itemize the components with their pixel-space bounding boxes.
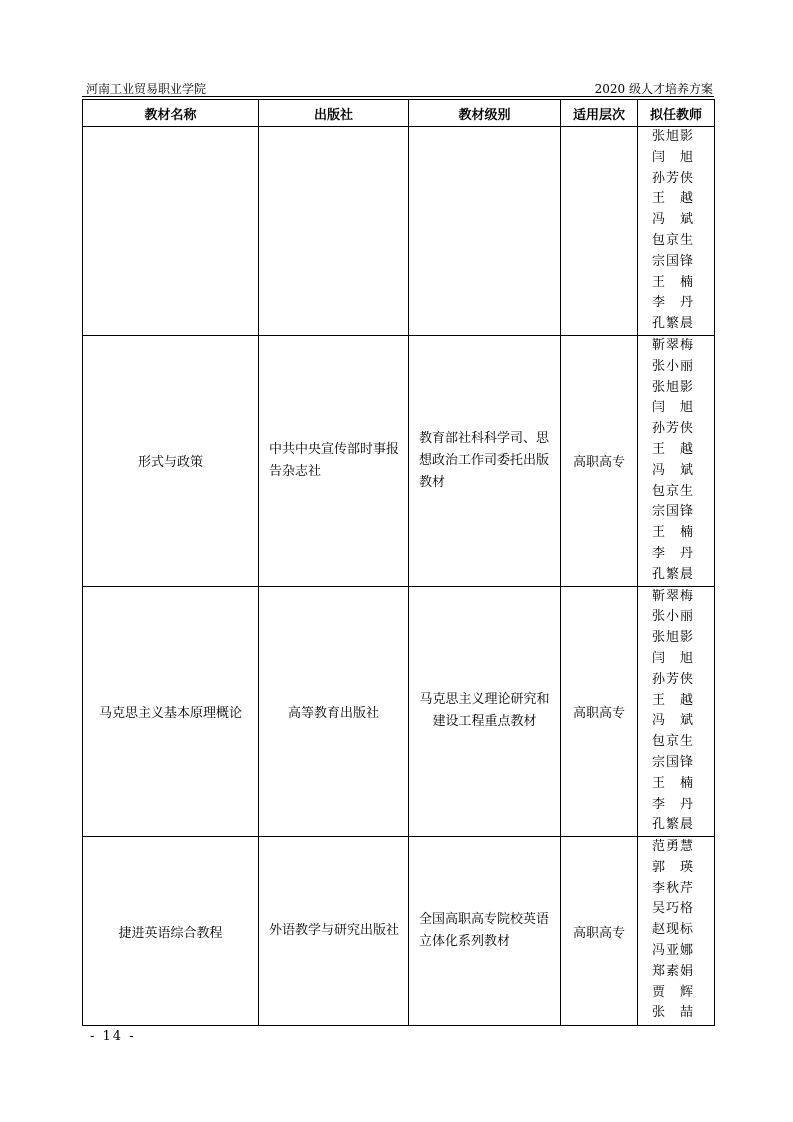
document-title: 2020 级人才培养方案: [594, 82, 713, 96]
teacher-name: 王 楠: [652, 274, 695, 290]
textbook-name: [83, 127, 259, 336]
textbook-level: [409, 127, 561, 336]
teacher-name: 王 越: [652, 191, 695, 207]
publisher: 中共中央宣传部时事报告杂志社: [259, 335, 409, 586]
textbook-level: 马克思主义理论研究和建设工程重点教材: [409, 586, 561, 837]
teacher-name: 王 楠: [652, 525, 695, 541]
teacher-name: 范勇慧: [652, 839, 695, 855]
table-header-row: [83, 100, 715, 127]
teacher-name: 孔繁晨: [652, 817, 695, 833]
teacher-name: 包京生: [652, 232, 695, 248]
teacher-list: [638, 335, 715, 586]
textbook-name: 捷进英语综合教程: [83, 837, 259, 1026]
publisher: 外语教学与研究出版社: [259, 837, 409, 1026]
teacher-name: 张小丽: [652, 358, 695, 374]
table-row: [83, 127, 715, 336]
applicable-tier: [561, 127, 638, 336]
teacher-name: 张 喆: [652, 1005, 695, 1021]
column-header-publisher: 出版社: [259, 100, 409, 127]
teacher-name: 包京生: [652, 483, 695, 499]
teacher-name: 靳翠梅: [652, 337, 695, 353]
teacher-name: 冯亚娜: [652, 943, 695, 959]
teacher-name: 冯 斌: [652, 713, 695, 729]
textbook-level: 教育部社科科学司、思想政治工作司委托出版教材: [409, 335, 561, 586]
teacher-name: 赵现标: [652, 922, 695, 938]
teacher-list: [638, 586, 715, 837]
teacher-name: 王 越: [652, 441, 695, 457]
teacher-list: [638, 127, 715, 336]
teacher-name: 包京生: [652, 734, 695, 750]
column-header-teachers: 拟任教师: [638, 100, 715, 127]
teacher-name: 孙芳侠: [652, 421, 695, 437]
teacher-name: 贾 辉: [652, 984, 695, 1000]
applicable-tier: 高职高专: [561, 837, 638, 1026]
teacher-name: 李秋芹: [652, 880, 695, 896]
textbook-name: 马克思主义基本原理概论: [83, 586, 259, 837]
teacher-name: 孙芳侠: [652, 671, 695, 687]
teacher-name: 王 楠: [652, 775, 695, 791]
teacher-name: 宗国锋: [652, 504, 695, 520]
table-row: [83, 586, 715, 837]
teacher-name: 宗国锋: [652, 754, 695, 770]
teacher-name: 孙芳侠: [652, 170, 695, 186]
publisher: 高等教育出版社: [259, 586, 409, 837]
publisher: [259, 127, 409, 336]
teacher-name: 张旭影: [652, 129, 695, 144]
teacher-name: 靳翠梅: [652, 588, 695, 604]
applicable-tier: 高职高专: [561, 586, 638, 837]
teacher-name: 冯 斌: [652, 212, 695, 228]
teacher-list: [638, 837, 715, 1026]
applicable-tier: 高职高专: [561, 335, 638, 586]
teacher-name: 孔繁晨: [652, 316, 695, 332]
institution-name: 河南工业贸易职业学院: [86, 82, 207, 96]
teacher-name: 张旭影: [652, 630, 695, 646]
teacher-name: 张旭影: [652, 379, 695, 395]
teacher-name: 王 越: [652, 692, 695, 708]
teacher-name: 闫 旭: [652, 400, 695, 416]
teacher-name: 宗国锋: [652, 253, 695, 269]
teacher-name: 闫 旭: [652, 650, 695, 666]
header-divider: [82, 96, 714, 97]
teacher-name: 郭 瑛: [652, 859, 695, 875]
page-number: - 14 -: [90, 1029, 136, 1044]
teacher-name: 郑素娟: [652, 963, 695, 979]
textbook-table: [82, 99, 715, 1026]
teacher-name: 李 丹: [652, 295, 695, 311]
table-row: [83, 837, 715, 1026]
column-header-textbook-level: 教材级别: [409, 100, 561, 127]
column-header-applicable-tier: 适用层次: [561, 100, 638, 127]
table-row: [83, 335, 715, 586]
teacher-name: 吴巧格: [652, 901, 695, 917]
textbook-level: 全国高职高专院校英语立体化系列教材: [409, 837, 561, 1026]
textbook-name: 形式与政策: [83, 335, 259, 586]
teacher-name: 李 丹: [652, 796, 695, 812]
teacher-name: 张小丽: [652, 609, 695, 625]
teacher-name: 闫 旭: [652, 149, 695, 165]
teacher-name: 冯 斌: [652, 462, 695, 478]
teacher-name: 孔繁晨: [652, 566, 695, 582]
column-header-textbook-name: 教材名称: [83, 100, 259, 127]
teacher-name: 李 丹: [652, 545, 695, 561]
